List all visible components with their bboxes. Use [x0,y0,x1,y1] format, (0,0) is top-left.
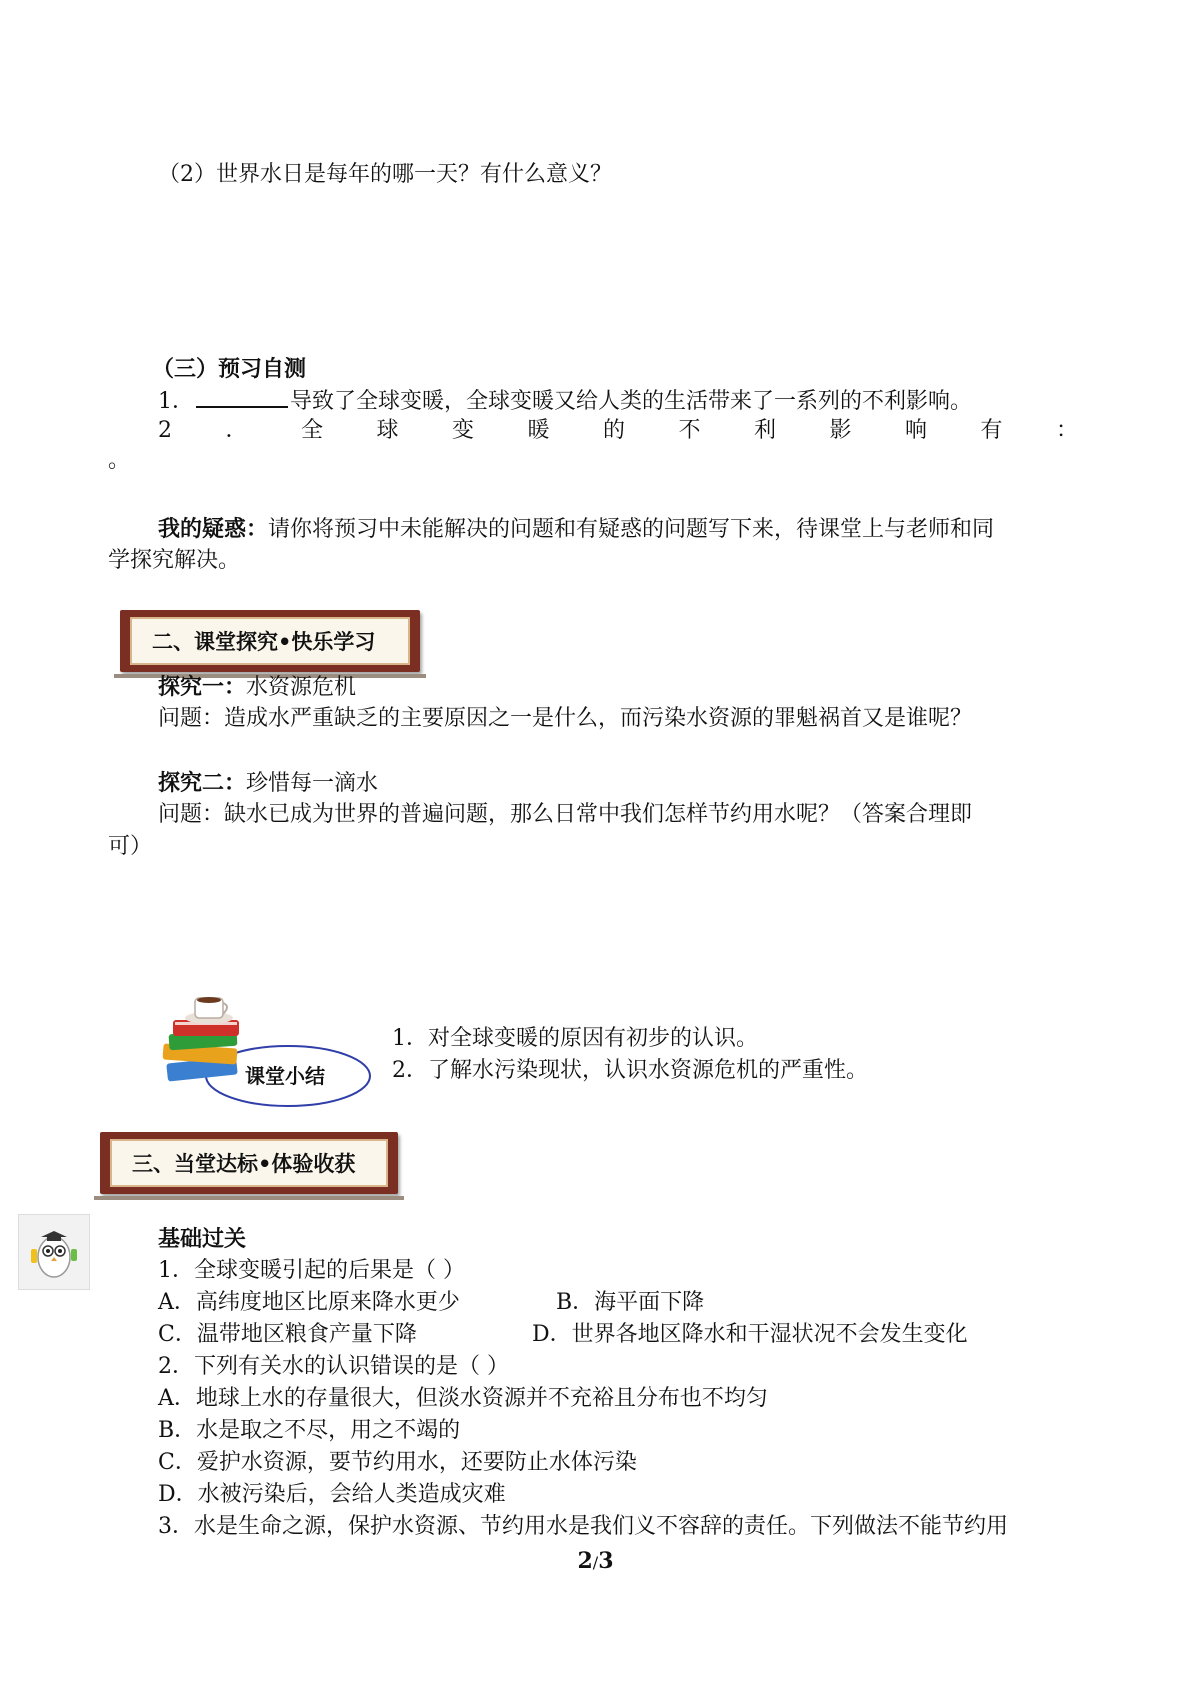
item2-char: 变 [451,418,474,443]
item2-char: 不 [678,418,701,443]
item2-char: ． [225,418,248,443]
question-3: 3．水是生命之源，保护水资源、节约用水是我们义不容辞的责任。下列做法不能节约用 [158,1514,1008,1539]
summary-point-1: 1．对全球变暖的原因有初步的认识。 [392,1026,758,1051]
question-1-option-c: C．温带地区粮食产量下降 [158,1322,417,1347]
item2-char: 2 [158,418,172,443]
question-1: 1．全球变暖引起的后果是（ ） [158,1258,465,1283]
preview-item-1-text: 导致了全球变暖，全球变暖又给人类的生活带来了一系列的不利影响。 [290,389,973,414]
preview-item-2-end: 。 [108,448,131,473]
class-summary-label: 课堂小结 [245,1064,325,1088]
item2-char: 响 [904,418,927,443]
explore-2-label: 探究二： [158,770,247,796]
class-summary-graphic [155,996,385,1111]
doubt-line-1 [158,514,994,545]
explore-1-question: 问题：造成水严重缺乏的主要原因之一是什么，而污染水资源的罪魁祸首又是谁呢？ [158,706,973,731]
question-1-option-b: B．海平面下降 [556,1290,705,1315]
page-total: 3 [598,1548,614,1574]
question-1-option-d: D．世界各地区降水和干湿状况不会发生变化 [532,1322,968,1347]
question-2: 2．下列有关水的认识错误的是（ ） [158,1354,509,1379]
doubt-line-2: 学探究解决。 [108,548,241,573]
question-world-water-day: （2）世界水日是每年的哪一天？有什么意义？ [158,162,612,187]
page-current: 2 [577,1548,593,1574]
page-separator: / [592,1553,599,1572]
doubt-text: 请你将预习中未能解决的问题和有疑惑的问题写下来，待课堂上与老师和同 [268,517,995,542]
doubt-label: 我的疑惑： [158,516,269,542]
item2-char: 全 [300,418,323,443]
item2-char: 影 [829,418,852,443]
explore-1-heading [158,672,356,703]
explore-1-title: 水资源危机 [246,675,357,700]
section-banner-in-class-check [100,1132,398,1194]
section-heading-preview-test: （三）预习自测 [152,356,307,382]
banner-rod [94,1196,404,1200]
question-2-option-a: A．地球上水的存量很大，但淡水资源并不充裕且分布也不均匀 [158,1386,768,1411]
item2-char: 暖 [527,418,550,443]
question-1-option-a: A．高纬度地区比原来降水更少 [158,1290,460,1315]
question-2-option-b: B．水是取之不尽，用之不竭的 [158,1418,461,1443]
basics-heading: 基础过关 [158,1226,247,1252]
explore-2-title: 珍惜每一滴水 [246,771,379,796]
preview-item-1-number: 1． [158,389,194,414]
item2-char: ： [1055,418,1078,443]
item2-char: 的 [602,418,625,443]
banner-label: 二、课堂探究•快乐学习 [130,617,410,665]
explore-2-heading [158,768,378,799]
question-2-option-c: C．爱护水资源，要节约用水，还要防止水体污染 [158,1450,637,1475]
explore-2-question-end: 可） [108,834,153,859]
preview-item-2 [158,416,1078,446]
item2-char: 球 [376,418,399,443]
page-number [0,1548,1191,1574]
section-banner-classroom-inquiry [120,610,420,672]
owl-mascot-icon [18,1214,90,1290]
preview-item-1 [158,384,972,417]
books-teacup-icon [155,996,385,1111]
explore-1-label: 探究一： [158,674,247,700]
item2-char: 利 [753,418,776,443]
banner-label: 三、当堂达标•体验收获 [110,1139,388,1187]
summary-point-2: 2．了解水污染现状，认识水资源危机的严重性。 [392,1058,868,1083]
question-2-option-d: D．水被污染后，会给人类造成灾难 [158,1482,506,1507]
explore-2-question: 问题：缺水已成为世界的普遍问题，那么日常中我们怎样节约用水呢？（答案合理即 [158,802,973,827]
fill-in-blank[interactable] [196,384,288,408]
item2-char: 有 [980,418,1003,443]
